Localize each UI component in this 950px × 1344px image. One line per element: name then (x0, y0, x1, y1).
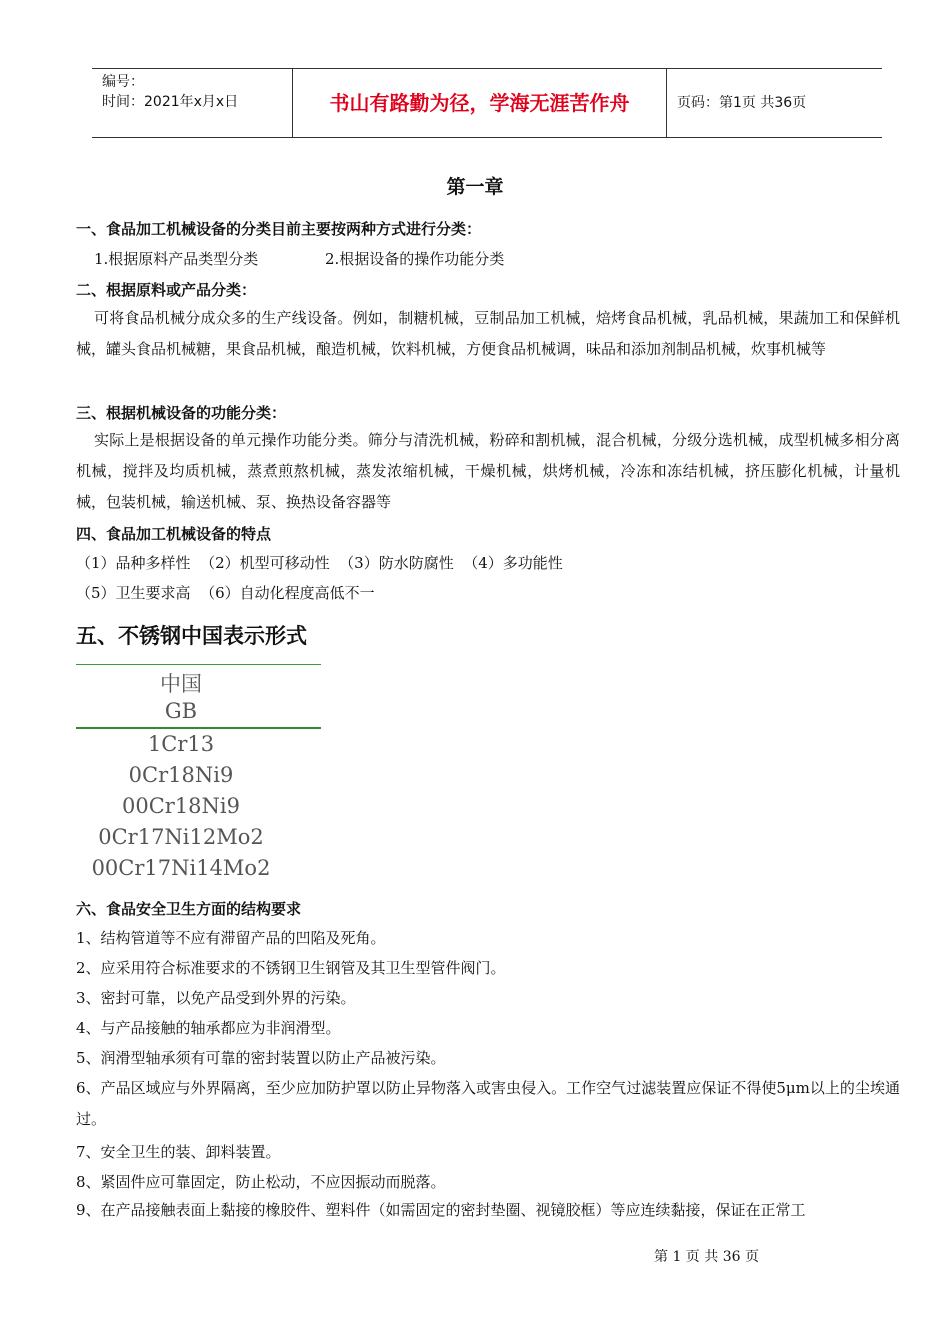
header-motto: 书山有路勤为径，学海无涯苦作舟 (293, 69, 667, 137)
table-top-rule (76, 664, 321, 665)
section-2-body: 可将食品机械分成众多的生产线设备。例如，制糖机械，豆制品加工机械，焙烤食品机械，乳品机械，果蔬加工和保鲜机械，罐头食品机械糖，果食品机械，酿造机械，饮料机械，方便食品机械调，味品和添加剂制品机械，炊事机械等 (76, 309, 900, 358)
section-4-line-1: （1）品种多样性 （2）机型可移动性 （3）防水防腐性 （4）多功能性 (76, 554, 563, 572)
steel-grade: 0Cr17Ni12Mo2 (98, 825, 264, 849)
requirement-item: 2、应采用符合标准要求的不锈钢卫生钢管及其卫生型管件阀门。 (76, 959, 506, 977)
section-4-line-2: （5）卫生要求高 （6）自动化程度高低不一 (76, 584, 375, 602)
requirement-item: 5、润滑型轴承须有可靠的密封装置以防止产品被污染。 (76, 1049, 446, 1067)
section-2-heading: 二、根据原料或产品分类： (76, 281, 257, 299)
document-header (92, 68, 882, 138)
time-label: 时间：2021年x月x日 (102, 94, 239, 110)
requirement-item: 6、产品区域应与外界隔离，至少应加防护罩以防止异物落入或害虫侵入。工作空气过滤装置应保证不得使5μm以上的尘埃通过。 (76, 1079, 900, 1128)
requirement-item: 4、与产品接触的轴承都应为非润滑型。 (76, 1019, 341, 1037)
steel-grade: 00Cr18Ni9 (121, 794, 240, 818)
requirement-item: 8、紧固件应可靠固定，防止松动，不应因振动而脱落。 (76, 1173, 446, 1191)
steel-grade: 1Cr13 (147, 732, 215, 756)
code-label: 编号： (102, 74, 144, 90)
section-4-heading: 四、食品加工机械设备的特点 (76, 525, 272, 543)
stainless-steel-table (76, 664, 321, 886)
requirement-item: 1、结构管道等不应有滞留产品的凹陷及死角。 (76, 929, 386, 947)
table-header-country: 中国 (160, 672, 202, 696)
section-1-item-1: 1.根据原料产品类型分类 (94, 250, 259, 268)
section-5-heading: 五、不锈钢中国表示形式 (76, 624, 307, 648)
steel-grade: 0Cr18Ni9 (128, 763, 234, 787)
requirement-item: 7、安全卫生的装、卸料装置。 (76, 1143, 281, 1161)
chapter-title: 第一章 (446, 176, 504, 198)
requirement-item: 9、在产品接触表面上黏接的橡胶件、塑料件（如需固定的密封垫圈、视镜胶框）等应连续黏接，保证在正常工 (76, 1201, 806, 1219)
section-3-heading: 三、根据机械设备的功能分类： (76, 404, 287, 422)
header-meta (92, 69, 293, 137)
steel-grade: 00Cr17Ni14Mo2 (91, 856, 271, 880)
section-3-body: 实际上是根据设备的单元操作功能分类。筛分与清洗机械，粉碎和割机械，混合机械，分级分选机械，成型机械多相分离机械，搅拌及均质机械，蒸煮煎熬机械，蒸发浓缩机械，干燥机械，烘烤机械，冷冻和冻结机械，挤压膨化机械，计量机械，包装机械，输送机械、泵、换热设备容器等 (76, 431, 900, 511)
table-header-standard: GB (164, 699, 198, 723)
section-1-heading: 一、食品加工机械设备的分类目前主要按两种方式进行分类： (76, 220, 482, 238)
table-header-rule (76, 727, 321, 729)
section-6-heading: 六、食品安全卫生方面的结构要求 (76, 900, 302, 918)
header-page-info: 页码：第1页 共36页 (677, 95, 807, 111)
requirement-item: 3、密封可靠，以免产品受到外界的污染。 (76, 989, 356, 1007)
section-1-item-2: 2.根据设备的操作功能分类 (325, 250, 505, 268)
page-footer: 第 1 页 共 36 页 (654, 1249, 759, 1265)
